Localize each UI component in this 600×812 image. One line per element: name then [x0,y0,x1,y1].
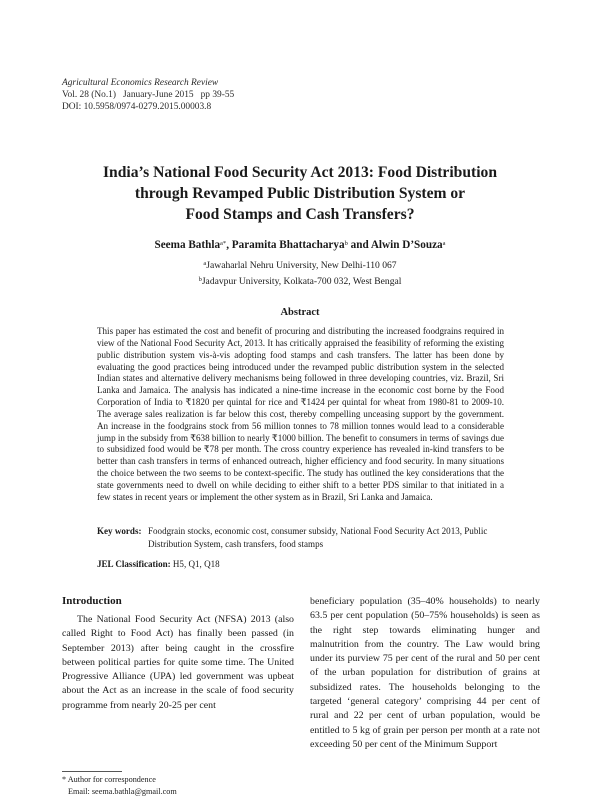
keywords-text: Foodgrain stocks, economic cost, consumer subsidy, National Food Security Act 2013, Public Distribution System, cash transfers, food stamps [148,526,488,549]
keywords [97,525,504,550]
journal-header [62,77,362,114]
affiliation-text: Jawaharlal Nehru University, New Delhi-110 067 [206,260,397,271]
title-line-3: Food Stamps and Cash Transfers? [185,206,415,223]
left-column [62,595,294,713]
affiliation [90,273,510,289]
author-name: Alwin D’Souza [370,239,443,251]
right-column [310,595,540,752]
author-separator: , [226,239,232,251]
title-line-1: India’s National Food Security Act 2013: Food Distribution [102,164,498,181]
author-mark: b [344,240,348,247]
affiliation [90,257,510,273]
affiliation-text: Jadavpur University, Kolkata-700 032, West Bengal [201,275,402,287]
keywords-label: Key words: [97,526,142,536]
introduction-paragraph: The National Food Security Act (NFSA) 2013 (also called Right to Food Act) has finally been passed (in September 2013) after being caught in the crossfire between political parties for quite some time. The United Progressive Alliance (UPA) led government was upbeat about the Act as an increase in the scale of food security programme from nearly 20-25 per cent [62,614,294,711]
journal-volume: Vol. 28 (No.1) January-June 2015 pp 39-55 [62,90,235,101]
footnote [62,774,294,798]
footnote-divider [62,771,122,772]
introduction-heading: Introduction [62,595,122,607]
journal-doi: DOI: 10.5958/0974-0279.2015.00003.8 [62,102,212,113]
jel-classification [97,558,504,570]
abstract-heading: Abstract [280,307,320,318]
footnote-email: Email: seema.bathla@gmail.com [68,787,177,796]
author-mark: a [442,240,446,247]
jel-codes: H5, Q1, Q18 [170,559,220,569]
author-name: Seema Bathla [154,239,221,251]
abstract-body: This paper has estimated the cost and benefit of procuring and distributing the increased foodgrains required in view of the National Food Security Act, 2013. It has critically appraised the feasibility of reforming the existing public distribution system vis-à-vis adopting food stamps and cash transfers. The latter has been done by evaluating the good practices being introduced under the revamped public distribution system in the selected Indian states and alternative delivery mechanisms being followed in three developing countries, viz. Brazil, Sri Lanka and Jamaica. The analysis has indicated a nine-time increase in the economic cost borne by the Food Corporation of India to ₹1820 per quintal for rice and ₹1424 per quintal for wheat from 1980-81 to 2009-10. The average sales realization is far below this cost, thereby compelling unceasing support by the government. An increase in the foodgrains stock from 56 million tonnes to 78 million tonnes would lead to a considerable jump in the subsidy from ₹638 billion to nearly ₹1000 billion. The benefit to consumers in terms of savings due to subsidized food would be ₹78 per month. The cross country experience has revealed in-kind transfers to be better than cash transfers in terms of enhanced outreach, higher efficiency and food security. In many situations the choice between the two seems to be context-specific. The study has outlined the key considerations that the state governments need to dwell on while deciding to either shift to a better PDS similar to that initiated in a few states in recent years or implement the other system as in Brazil, Sri Lanka and Jamaica. [97,326,504,502]
paper-title [70,162,530,225]
author-list [90,237,510,252]
title-line-2: through Revamped Public Distribution System or [134,185,466,202]
introduction-continued: beneficiary population (35–40% households) to nearly 63.5 per cent population (50–75% households) is seen as the right step towards eliminating hunger and malnutrition from the country. The Law would bring under its purview 75 per cent of the rural and 50 per cent of the urban population for distribution of grains at subsidized rates. The households belonging to the targeted ‘general category’ comprising 44 per cent of rural and 22 per cent of urban population, would be entitled to 5 kg of grain per person per month at a rate not exceeding 50 per cent of the Minimum Support [310,596,540,750]
journal-name: Agricultural Economics Research Review [62,78,219,88]
affiliation-mark: b [198,275,202,283]
jel-label: JEL Classification: [97,559,171,569]
author-name: Paramita Bhattacharya [231,239,345,251]
author-separator: and [347,239,371,251]
affiliations [90,257,510,288]
author-mark: a* [220,240,227,247]
footnote-author: * Author for correspondence [62,775,156,784]
affiliation-mark: a [203,260,207,267]
